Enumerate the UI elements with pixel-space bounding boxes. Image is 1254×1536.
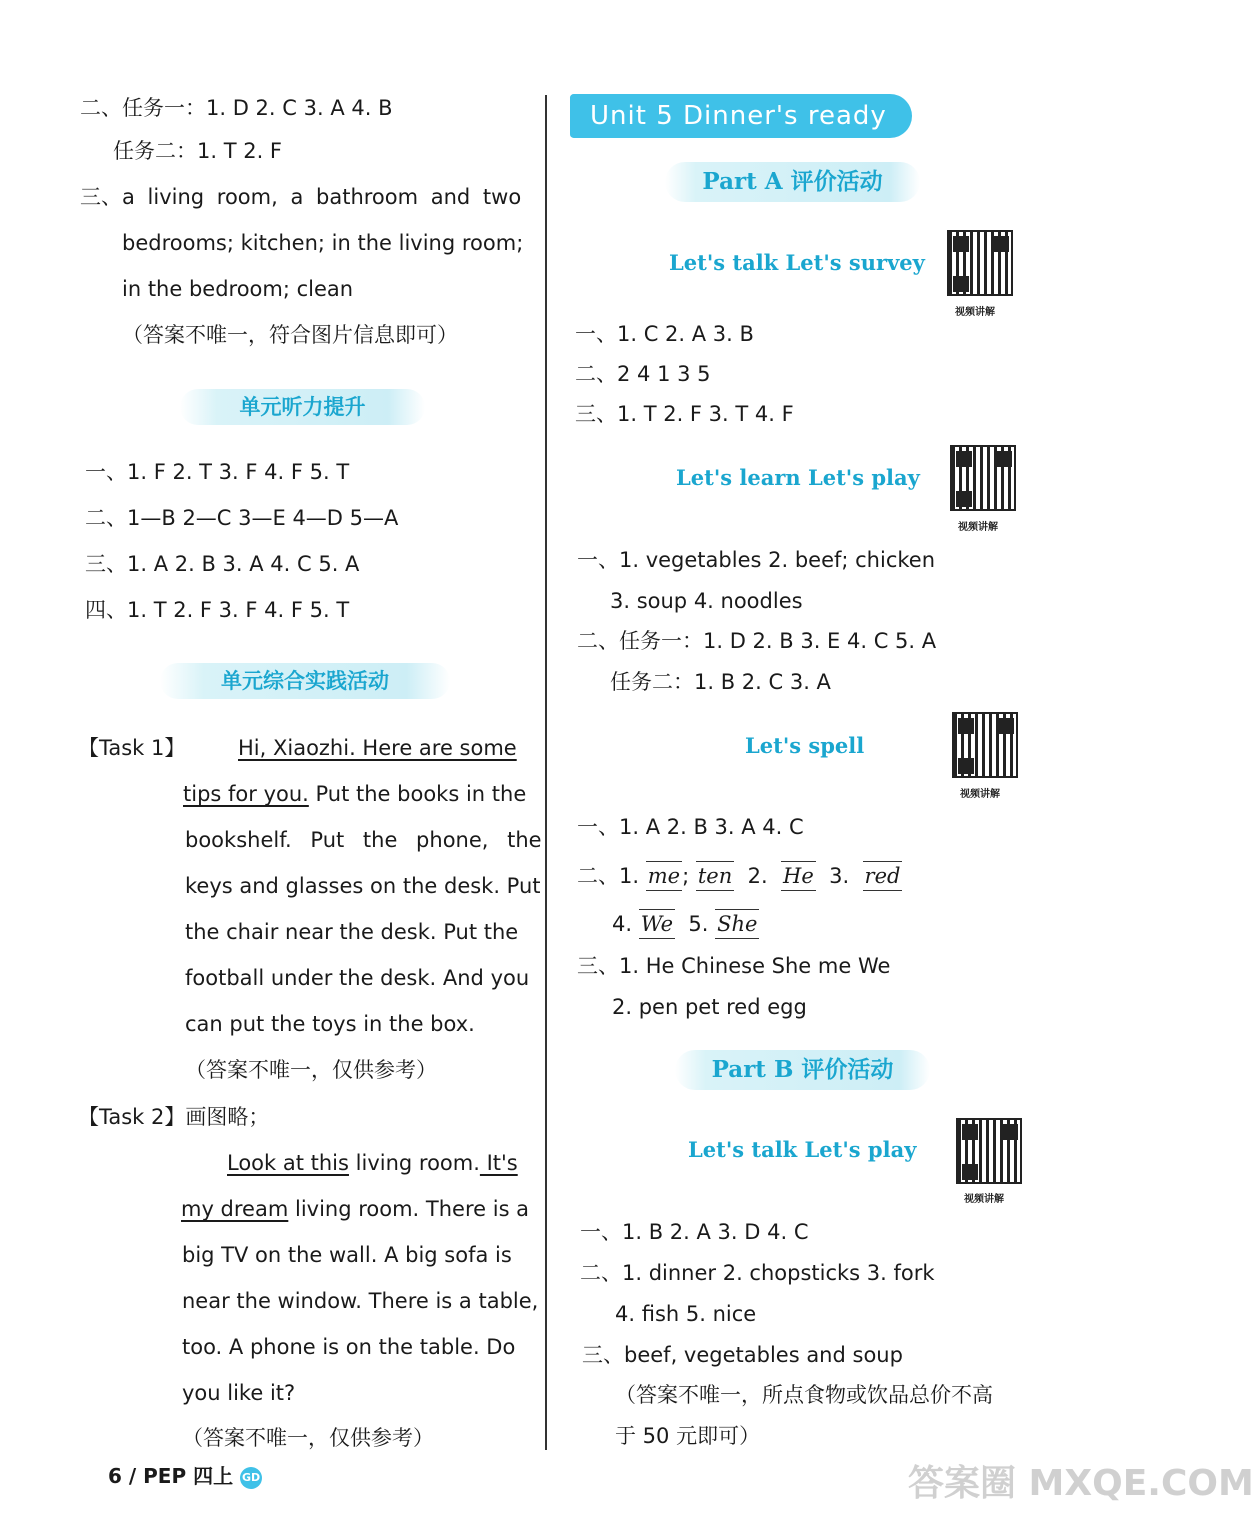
answer-line: 二、1—B 2—C 3—E 4—D 5—A: [85, 506, 399, 530]
subsection-title: Let's spell: [745, 733, 865, 758]
item-number: 2.: [747, 864, 768, 888]
item-number: 4.: [612, 912, 633, 936]
subsection-title: Let's talk Let's survey: [669, 250, 925, 275]
handwriting-word: me: [646, 861, 682, 891]
note-line: （答案不唯一，仅供参考）: [182, 1426, 434, 1450]
qr-caption: 视频讲解: [960, 789, 1000, 800]
task-label: 【Task 1】: [78, 736, 186, 760]
answer-line: 2. pen pet red egg: [612, 995, 807, 1019]
item-number: 二、1.: [577, 864, 640, 888]
gd-badge-icon: GD: [240, 1467, 262, 1489]
answer-line: 二、1. dinner 2. chopsticks 3. fork: [580, 1261, 935, 1285]
part-heading: Part B 评价活动: [675, 1050, 930, 1090]
answer-line: 任务二：1. B 2. C 3. A: [610, 670, 831, 694]
answer-line: near the window. There is a table,: [182, 1289, 539, 1313]
answer-line: football under the desk. And you: [185, 966, 530, 990]
handwriting-word: He: [781, 861, 816, 891]
answer-line: 一、1. F 2. T 3. F 4. F 5. T: [85, 460, 350, 484]
item-number: 5.: [688, 912, 709, 936]
answer-line: [183, 780, 526, 808]
answer-line: can put the toys in the box.: [185, 1012, 475, 1036]
subsection-title: Let's talk Let's play: [688, 1137, 917, 1162]
section-heading: 单元综合实践活动: [160, 663, 450, 699]
answer-line: Hi, Xiaozhi. Here are some: [238, 736, 517, 760]
note-line: （答案不唯一，所点食物或饮品总价不高: [615, 1383, 993, 1407]
section-heading: 单元听力提升: [180, 389, 425, 425]
handwriting-word: red: [863, 861, 903, 891]
answer-line: 3. soup 4. noodles: [610, 589, 803, 613]
answer-line: you like it?: [182, 1381, 296, 1405]
qr-caption: 视频讲解: [958, 522, 998, 533]
answer-line: big TV on the wall. A big sofa is: [182, 1243, 512, 1267]
answer-line: 一、1. C 2. A 3. B: [575, 322, 754, 346]
part-heading: Part A 评价活动: [665, 162, 920, 202]
item-number: 3.: [829, 864, 850, 888]
answer-line: 任务二：1. T 2. F: [113, 139, 283, 163]
answer-line: 三、beef, vegetables and soup: [582, 1343, 903, 1367]
answer-line: 一、1. A 2. B 3. A 4. C: [577, 815, 804, 839]
qr-code-icon[interactable]: [947, 230, 1013, 296]
column-divider: [545, 95, 547, 1450]
answer-line: bookshelf. Put the phone, the: [185, 828, 542, 852]
underlined-phrase: tips for you.: [183, 782, 309, 806]
note-line: （答案不唯一，仅供参考）: [185, 1058, 437, 1082]
underlined-phrase: It's: [479, 1151, 518, 1175]
underlined-phrase: Look at this: [227, 1151, 349, 1175]
handwriting-word: We: [639, 909, 675, 939]
answer-line: 二、任务一：1. D 2. C 3. A 4. B: [80, 96, 393, 120]
answer-line: 二、2 4 1 3 5: [575, 362, 711, 386]
page-number: 6 / PEP 四上: [108, 1464, 234, 1488]
answer-line: in the bedroom; clean: [122, 277, 354, 301]
underlined-phrase: my dream: [181, 1197, 289, 1221]
qr-caption: 视频讲解: [964, 1194, 1004, 1205]
answer-line: bedrooms; kitchen; in the living room;: [122, 231, 524, 255]
answer-line: 一、1. vegetables 2. beef; chicken: [577, 548, 936, 572]
answer-line: too. A phone is on the table. Do: [182, 1335, 516, 1359]
answer-line: 三、1. He Chinese She me We: [577, 954, 891, 978]
qr-code-icon[interactable]: [952, 712, 1018, 778]
answer-line: the chair near the desk. Put the: [185, 920, 519, 944]
answer-line: keys and glasses on the desk. Put: [185, 874, 541, 898]
unit-title-banner: Unit 5 Dinner's ready: [570, 94, 912, 138]
watermark: 答案圈 MXQE.COM: [908, 1463, 1254, 1504]
answer-line: 二、任务一：1. D 2. B 3. E 4. C 5. A: [577, 629, 937, 653]
answer-text: living room.: [348, 1151, 480, 1175]
handwriting-word: She: [715, 909, 759, 939]
answer-text: living room. There is a: [288, 1197, 530, 1221]
answer-line: 四、1. T 2. F 3. F 4. F 5. T: [85, 598, 350, 622]
page-footer: [108, 1460, 262, 1489]
answer-line: 三、1. A 2. B 3. A 4. C 5. A: [85, 552, 360, 576]
answer-line: 二、1. me; ten 2. He 3. red: [577, 861, 902, 891]
answer-text: Put the books in the: [308, 782, 527, 806]
answer-line: [227, 1149, 518, 1177]
answer-line: 一、1. B 2. A 3. D 4. C: [580, 1220, 809, 1244]
handwriting-word: ten: [696, 861, 734, 891]
task-label: 【Task 2】画图略；: [78, 1105, 270, 1129]
note-line: （答案不唯一，符合图片信息即可）: [122, 323, 458, 347]
note-line: 于 50 元即可）: [615, 1424, 761, 1448]
answer-line: 三、a living room, a bathroom and two: [80, 185, 522, 209]
qr-caption: 视频讲解: [955, 307, 995, 318]
answer-line: 4. fish 5. nice: [615, 1302, 757, 1326]
answer-line: 三、1. T 2. F 3. T 4. F: [575, 402, 794, 426]
qr-code-icon[interactable]: [950, 445, 1016, 511]
qr-code-icon[interactable]: [956, 1118, 1022, 1184]
answer-line: [181, 1195, 529, 1223]
answer-line: [612, 909, 759, 939]
subsection-title: Let's learn Let's play: [676, 465, 920, 490]
